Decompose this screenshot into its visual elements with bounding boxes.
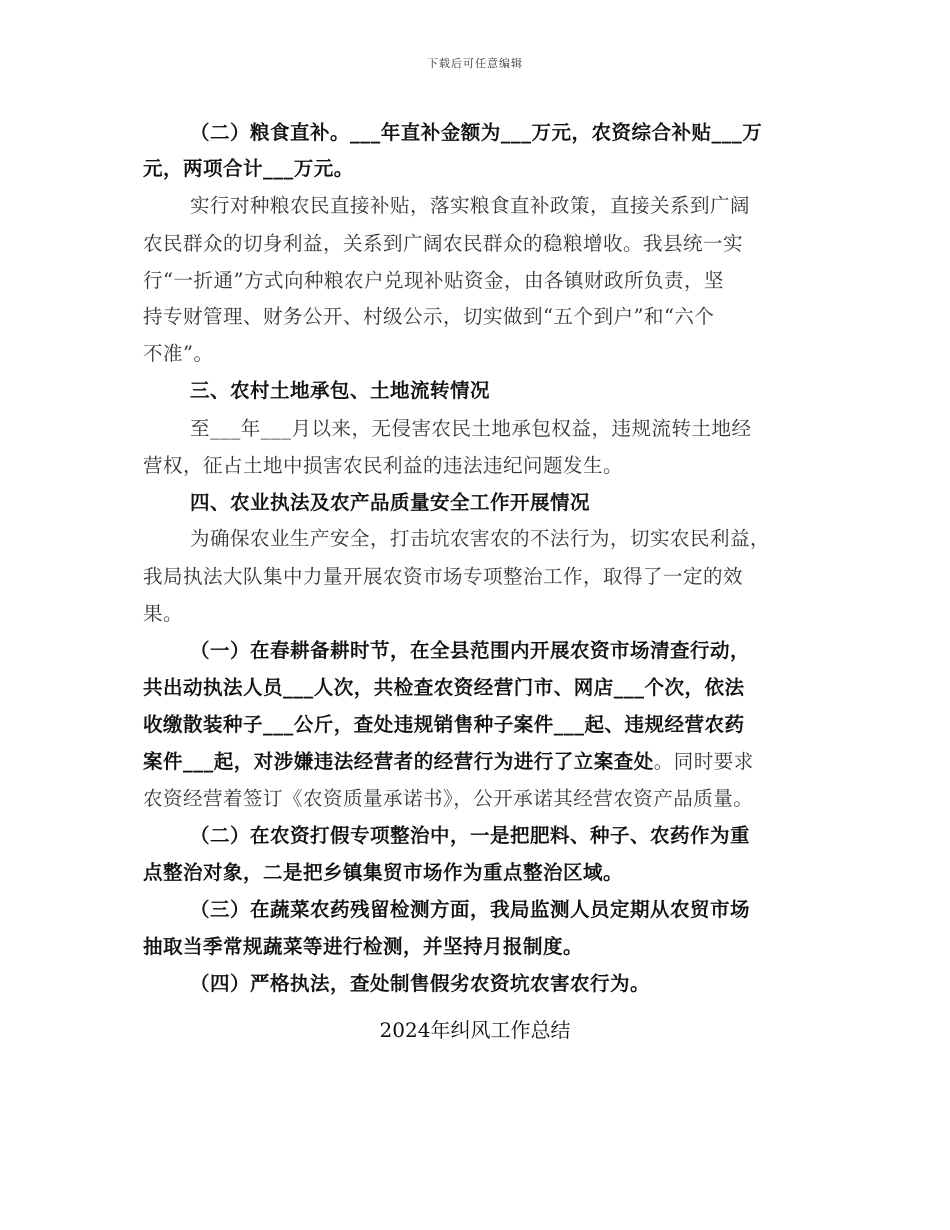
- paragraph-line: 不准”。: [143, 342, 214, 365]
- paragraph-line: 我局执法大队集中力量开展农资市场专项整治工作，取得了一定的效: [143, 565, 744, 588]
- paragraph-line: （二）在农资打假专项整治中，一是把肥料、种子、农药作为重: [190, 824, 751, 847]
- section-heading: 三、农村土地承包、土地流转情况: [190, 379, 491, 402]
- paragraph-line-bold-part: 案件___起，对涉嫌违法经营者的经营行为进行了立案查处: [143, 750, 654, 773]
- paragraph-line: 抽取当季常规蔬菜等进行检测，并坚持月报制度。: [143, 935, 584, 958]
- paragraph-line: 农资经营着签订《农资质量承诺书》，公开承诺其经营农资产品质量。: [143, 787, 754, 810]
- paragraph-line: （一）在春耕备耕时节，在全县范围内开展农资市场清查行动，: [190, 639, 751, 662]
- paragraph-line: 持专财管理、财务公开、村级公示，切实做到“五个到户”和“六个: [143, 305, 715, 328]
- paragraph-line-normal-part: 。同时要求: [653, 750, 754, 773]
- paragraph-line: （三）在蔬菜农药残留检测方面，我局监测人员定期从农贸市场: [190, 898, 751, 921]
- paragraph-line: 为确保农业生产安全，打击坑农害农的不法行为，切实农民利益，: [190, 527, 771, 550]
- paragraph-line: （二）粮食直补。___年直补金额为___万元，农资综合补贴___万: [190, 121, 763, 144]
- paragraph-line: 点整治对象，二是把乡镇集贸市场作为重点整治区域。: [143, 861, 624, 884]
- paragraph-line: 实行对种粮农民直接补贴，落实粮食直补政策，直接关系到广阔: [190, 194, 751, 217]
- paragraph-line: 农民群众的切身利益，关系到广阔农民群众的稳粮增收。我县统一实: [143, 232, 744, 255]
- paragraph-line: 收缴散装种子___公斤，查处违规销售种子案件___起、违规经营农药: [143, 713, 745, 736]
- paragraph-line: 元，两项合计___万元。: [143, 157, 354, 180]
- paragraph-line: 共出动执法人员___人次，共检查农资经营门市、网店___个次，依法: [143, 676, 745, 699]
- section-heading: 四、农业执法及农产品质量安全工作开展情况: [190, 491, 591, 514]
- paragraph-line: 至___年___月以来，无侵害农民土地承包权益，违规流转土地经: [190, 417, 752, 440]
- document-title: 2024年纠风工作总结: [379, 1018, 571, 1042]
- paragraph-line: 行“一折通”方式向种粮农户兑现补贴资金，由各镇财政所负责，坚: [143, 269, 724, 292]
- page-header: 下载后可任意编辑: [427, 57, 523, 70]
- paragraph-line: 营权，征占土地中损害农民利益的违法违纪问题发生。: [143, 454, 624, 477]
- paragraph-line: [143, 746, 754, 774]
- paragraph-line: 果。: [143, 602, 184, 625]
- paragraph-line: （四）严格执法，查处制售假劣农资坑农害农行为。: [190, 972, 651, 995]
